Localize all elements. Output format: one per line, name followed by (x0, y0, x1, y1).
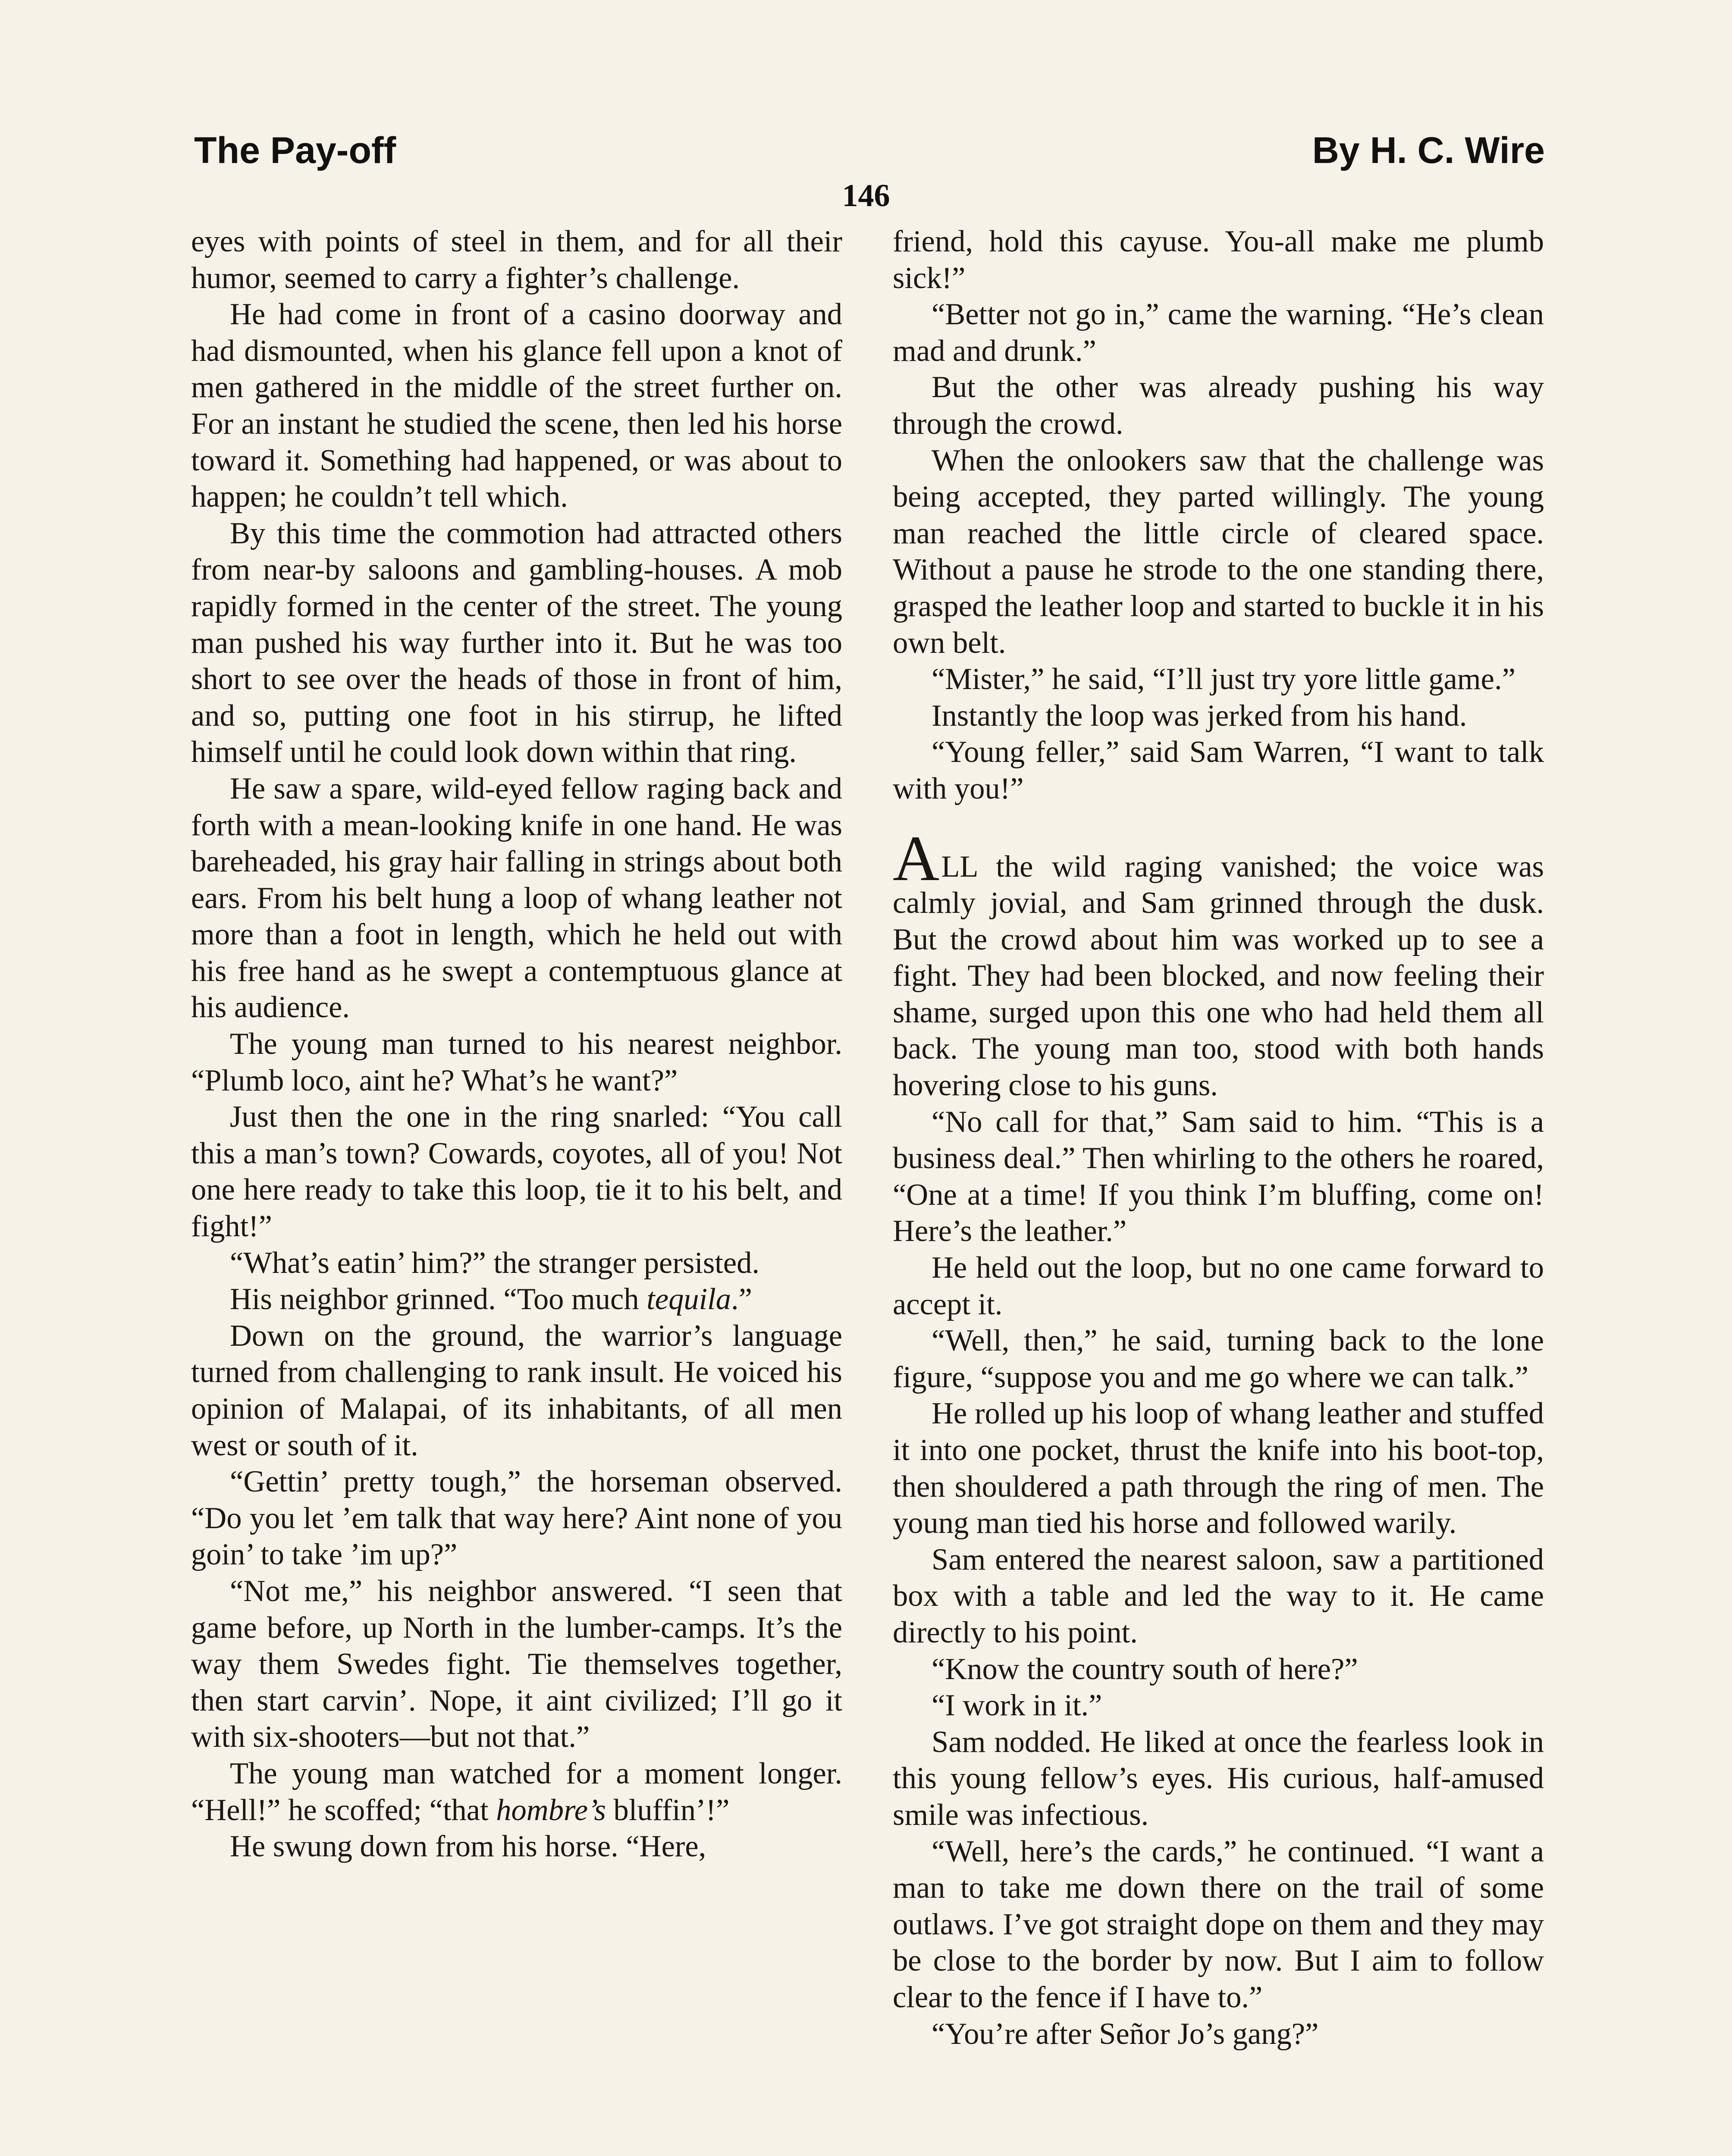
paragraph-text: Sam nodded. He liked at once the fearless look in this young fellow’s eyes. His curious, half-amused smile was infectious. (893, 1725, 1544, 1832)
italic-word: hombre’s (496, 1793, 606, 1827)
paragraph-text: LL the wild raging vanished; the voice was calmly jovial, and Sam grinned through the dusk. But the crowd about him was worked up to see a fight. They had been blocked, and now feeling their shame, surged upon this one who had held them all back. The young man too, stood with both hands hovering close to his guns. (893, 849, 1544, 1103)
paragraph (893, 734, 1544, 807)
paragraph (893, 2016, 1544, 2053)
paragraph (191, 1828, 842, 1865)
paragraph (893, 661, 1544, 698)
paragraph-text: “Well, then,” he said, turning back to the lone figure, “suppose you and me go where we can talk.” (893, 1324, 1544, 1394)
paragraph (191, 1281, 842, 1318)
left-text-column (191, 223, 842, 1865)
paragraph (893, 223, 1544, 296)
paragraph-text: Just then the one in the ring snarled: “You call this a man’s town? Cowards, coyotes, all of you! Not one here ready to take this loop, tie it to his belt, and fight!” (191, 1100, 842, 1244)
paragraph-text: “Mister,” he said, “I’ll just try yore little game.” (932, 662, 1516, 696)
paragraph-text: He saw a spare, wild-eyed fellow raging back and forth with a mean-looking knife in one hand. He was bareheaded, his gray hair falling in strings about both ears. From his belt hung a loop of whang leather not more than a foot in length, which he held out with his free hand as he swept a contemptuous glance at his audience. (191, 771, 842, 1025)
paragraph-text: He had come in front of a casino doorway and had dismounted, when his glance fell upon a knot of men gathered in the middle of the street further on. For an instant he studied the scene, then led his horse toward it. Something had happened, or was about to happen; he couldn’t tell which. (191, 298, 842, 514)
paragraph-text: “I work in it.” (932, 1689, 1102, 1723)
paragraph-text: His neighbor grinned. “Too much (230, 1282, 647, 1316)
paragraph-text-end: .” (731, 1282, 752, 1316)
paragraph (893, 1542, 1544, 1651)
paragraph-text: By this time the commotion had attracted others from near-by saloons and gambling-houses. A mob rapidly formed in the center of the street. The young man pushed his way further into it. But he was too short to see over the heads of those in front of him, and so, putting one foot in his stirrup, he lifted himself until he could look down within that ring. (191, 516, 842, 769)
paragraph (893, 442, 1544, 661)
paragraph-text: “You’re after Señor Jo’s gang?” (932, 2017, 1319, 2051)
paragraph (893, 698, 1544, 734)
paragraph-text: “Better not go in,” came the warning. “He’s clean mad and drunk.” (893, 298, 1544, 368)
paragraph (191, 223, 842, 296)
italic-word: tequila (646, 1282, 731, 1316)
paragraph-text: But the other was already pushing his way through the crowd. (893, 370, 1544, 441)
paragraph-text: He rolled up his loop of whang leather and stuffed it into one pocket, thrust the knife into his boot-top, then shouldered a path through the ring of men. The young man tied his horse and followed warily. (893, 1397, 1544, 1540)
paragraph-text: “Well, here’s the cards,” he continued. “I want a man to take me down there on the trail of some outlaws. I’ve got straight dope on them and they may be close to the border by now. But I aim to follow clear to the fence if I have to.” (893, 1834, 1544, 2014)
paragraph (191, 1026, 842, 1099)
paragraph (893, 1322, 1544, 1395)
paragraph-text: “Gettin’ pretty tough,” the horseman observed. “Do you let ’em talk that way here? Aint none of you goin’ to take ’im up?” (191, 1465, 842, 1572)
paragraph-text: eyes with points of steel in them, and for all their humor, seemed to carry a fighter’s challenge. (191, 225, 842, 295)
paragraph (191, 296, 842, 515)
paragraph-text: He swung down from his horse. “Here, (230, 1830, 706, 1864)
paragraph-text: Down on the ground, the warrior’s language turned from challenging to rank insult. He voiced his opinion of Malapai, of its inhabitants, of all men west or south of it. (191, 1319, 842, 1462)
paragraph-text: “Not me,” his neighbor answered. “I seen that game before, up North in the lumber-camps. It’s the way them Swedes fight. Tie themselves together, then start carvin’. Nope, it aint civilized; I’ll go it with six-shooters—but not that.” (191, 1574, 842, 1754)
paragraph-text: The young man watched for a moment longer. “Hell!” he scoffed; “that (191, 1756, 842, 1827)
page-number: 146 (842, 178, 890, 213)
paragraph (893, 1395, 1544, 1541)
paragraph-text: The young man turned to his nearest neighbor. “Plumb loco, aint he? What’s he want?” (191, 1027, 842, 1097)
paragraph (191, 1099, 842, 1244)
paragraph (893, 296, 1544, 369)
paragraph (893, 369, 1544, 442)
paragraph-text: “Know the country south of here?” (932, 1652, 1358, 1686)
paragraph (893, 1250, 1544, 1322)
drop-cap: A (893, 822, 940, 894)
paragraph-text: “What’s eatin’ him?” the stranger persisted. (230, 1246, 760, 1280)
paragraph-text: “Young feller,” said Sam Warren, “I want to talk with you!” (893, 735, 1544, 805)
paragraph (893, 1833, 1544, 2016)
author-byline: By H. C. Wire (1312, 130, 1545, 171)
right-text-column (893, 223, 1544, 2052)
paragraph (191, 1318, 842, 1463)
paragraph (191, 771, 842, 1026)
paragraph (191, 1245, 842, 1282)
paragraph (893, 1651, 1544, 1688)
story-title: The Pay-off (194, 130, 396, 171)
paragraph-text: Sam entered the nearest saloon, saw a partitioned box with a table and led the way to it. He came directly to his point. (893, 1542, 1544, 1649)
paragraph-text: Instantly the loop was jerked from his hand. (932, 699, 1467, 733)
paragraph (893, 1687, 1544, 1724)
paragraph (893, 822, 1544, 1104)
paragraph (893, 1724, 1544, 1833)
paragraph-text: He held out the loop, but no one came forward to accept it. (893, 1251, 1544, 1321)
paragraph (893, 1104, 1544, 1250)
paragraph-text-end: bluffin’!” (606, 1793, 730, 1827)
paragraph-text: When the onlookers saw that the challenge was being accepted, they parted willingly. The young man reached the little circle of cleared space. Without a pause he strode to the one standing there, grasped the leather loop and started to buckle it in his own belt. (893, 443, 1544, 660)
paragraph-text: friend, hold this cayuse. You-all make me plumb sick!” (893, 225, 1544, 295)
paragraph (191, 1573, 842, 1755)
paragraph (191, 1463, 842, 1573)
paragraph (191, 1755, 842, 1828)
paragraph-text: “No call for that,” Sam said to him. “This is a business deal.” Then whirling to the others he roared, “One at a time! If you think I’m bluffing, come on! Here’s the leather.” (893, 1105, 1544, 1248)
paragraph (191, 515, 842, 771)
